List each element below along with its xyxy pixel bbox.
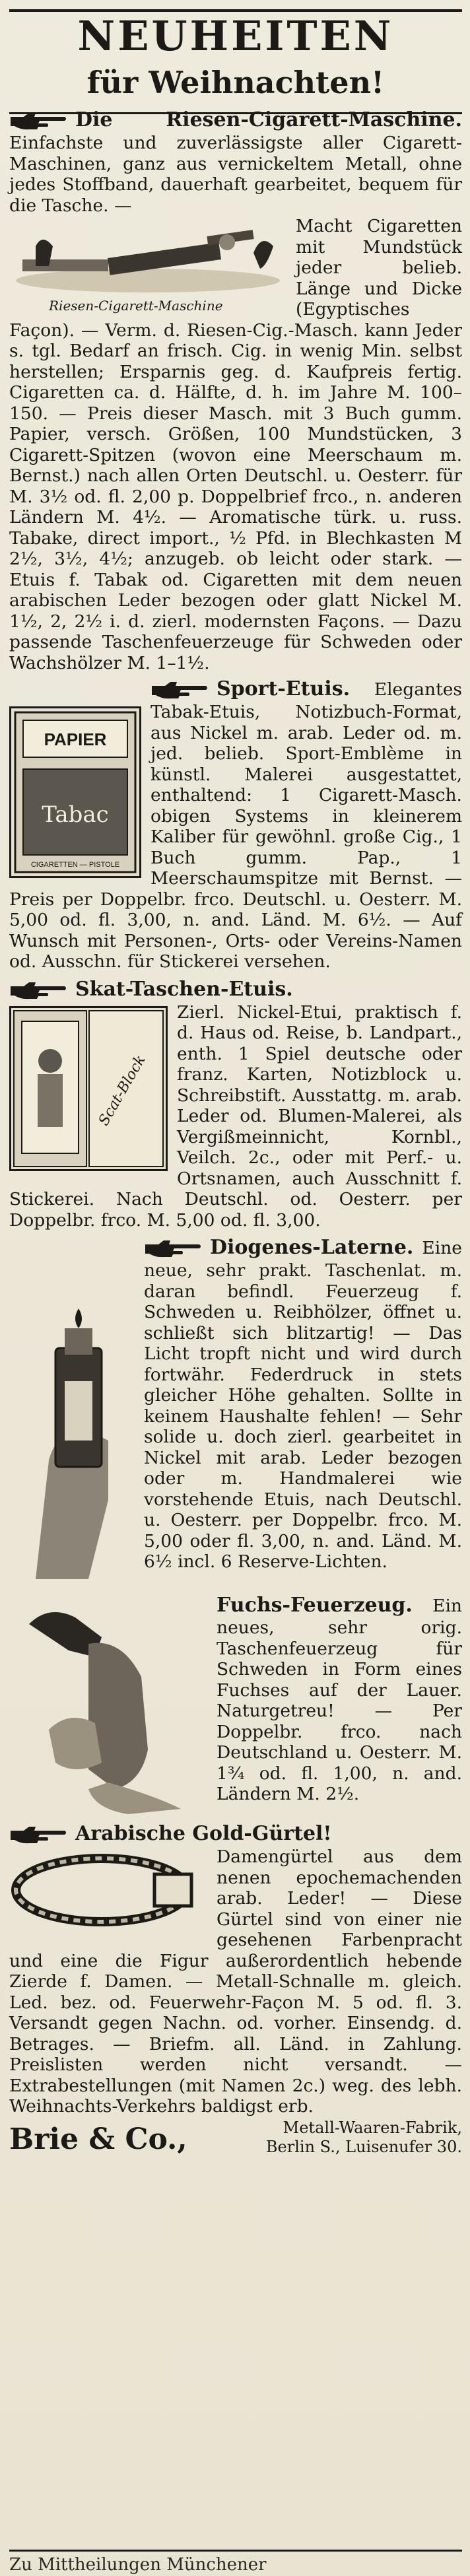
pointing-hand-icon <box>9 980 67 1002</box>
footer <box>9 2118 462 2157</box>
papier-label: PAPIER <box>44 729 107 749</box>
top-rule <box>9 9 462 12</box>
section-cigarette-machine <box>9 108 462 673</box>
section-diogenes <box>9 1236 462 1588</box>
section-guertel <box>9 1822 462 2117</box>
cigarette-machine-heading: Die Riesen-Cigarett-Maschine. <box>75 108 462 131</box>
skat-heading: Skat-Taschen-Etuis. <box>75 977 293 1001</box>
firm-address-line-2: Berlin S., Luisenufer 30. <box>265 2137 462 2156</box>
belt-illustration <box>9 1850 207 1930</box>
fuchs-text: Ein neues, sehr orig. Taschenfeuerzeug für Schweden in Form eines Fuchses auf der Lauer. Naturgetreu! — Per Doppelbr. frco. nach Deutschland u. Oesterr. M. 1¾ od. fl. 1,00, n. and. Ländern M. 2½. <box>217 1596 462 1804</box>
section-sport-etuis <box>9 677 462 972</box>
tabac-label: Tabac <box>42 801 109 828</box>
sport-etuis-heading: Sport-Etuis. <box>217 677 351 700</box>
scat-block-label: Scat-Block <box>95 1052 149 1128</box>
belt-image <box>9 1850 207 1930</box>
cigarette-machine-image <box>9 220 286 299</box>
sport-etuis-text: Elegantes Tabak-Etuis, Notizbuch-Format, aus Nickel m. arab. Leder od. m. jed. belieb. Sport-Emblème in künstl. Malerei ausgestattet, enthaltend: 1 Cigarett-Masch. obigen Systems in kleinerem Kaliber für gewöhnl. große Cig., 1 Buch gumm. Pap., 1 Meerschaumspitze mit Bernst. — Preis per Doppelbr. frco. Deutschl. u. Oesterr. M. 5,00 od. fl. 3,00, n. and. Länd. M. 6½. — Auf Wunsch mit Personen-, Orts- oder Vereins-Namen od. Ausschn. für Stickerei versehen. <box>9 679 462 972</box>
pointing-hand-icon <box>151 679 209 702</box>
tobacco-case-illustration <box>9 706 141 878</box>
skat-case-image <box>11 1008 166 1169</box>
guertel-text: Damengürtel aus dem nenen epochemachenden arab. Leder! — Diese Gürtel sind von einer nie gesehenen Farbenpracht und eine die Figur außerordentlich hebende Zierde f. Damen. — Metall-Schnalle m. gleich. Led. bez. od. Feuerwehr-Façon M. 5 od. fl. 3. Versandt gegen Nachn. od. vorher. Einsendg. d. Betrages. — Briefm. all. Länd. in Zahlung. Preislisten werden nicht versandt. — Extrabestellungen (mit Namen 2c.) weg. des lebh. Weihnachts-Verkehrs baldigst erb. <box>9 1847 462 2117</box>
cigarette-machine-text-2: Macht Cigaretten mit Mundstück jeder belieb. Länge und Dicke (Egyptisches Façon). — Verm. d. Riesen-Cig.-Masch. kann Jeder s. tgl. Bedarf an frisch. Cig. in wenig Min. selbst herstellen; Ersparnis geg. d. Kaufpreis fertig. Cigaretten ca. d. Hälfte, d. h. im Jahre M. 100–150. — Preis dieser Masch. mit 3 Buch gumm. Papier, versch. Größen, 100 Mundstücken, 3 Cigarett-Spitzen (wovon eine Meerschaum m. Bernst.) nach allen Orten Deutschl. u. Oesterr. für M. 3½ od. fl. 2,00 p. Doppelbrief frco., n. anderen Ländern M. 4½. — Aromatische türk. u. russ. Tabake, direct import., ½ Pfd. in Blechkasten M 2½, 3½, 4½; anzugeb. ob leicht oder stark. — Etuis f. Tabak od. Cigaretten mit dem neuen arabischen Leder bezogen oder glatt Nickel M. 1½, 2, 2½ i. d. zierl. modernsten Façons. — Dazu passende Taschenfeuerzeuge für Schweden oder Wachshölzer M. 1–1½. <box>9 216 462 673</box>
bottom-rule <box>9 2550 462 2552</box>
firm-address-line-1: Metall-Waaren-Fabrik, <box>283 2118 462 2137</box>
cigarette-machine-illustration <box>9 220 286 299</box>
skat-case-illustration <box>9 1006 168 1171</box>
page-subtitle: für Weihnachten! <box>86 65 385 100</box>
fox-lighter-image <box>9 1598 207 1815</box>
lantern-illustration <box>9 1302 135 1586</box>
skat-text: Zierl. Nickel-Etui, praktisch f. d. Haus od. Reise, b. Landpart., enth. 1 Spiel deutsche oder franz. Karten, Notizblock u. Schreibstift. Ausstattg. m. arab. Leder od. Blumen-Malerei, als Vergißmeinnicht, Kornbl., Veilch. 2c., oder mit Perf.- u. Ortsnamen, auch Ausschnitt f. Stickerei. Nach Deutschl. od. Oesterr. per Doppelbr. frco. M. 5,00 od. fl. 3,00. <box>9 1001 462 1231</box>
firm-name: Brie & Co., <box>9 2122 187 2156</box>
guertel-heading: Arabische Gold-Gürtel! <box>75 1822 332 1845</box>
tobacco-case-image <box>11 708 139 876</box>
diogenes-text: Eine neue, sehr prakt. Taschenlat. m. daran befindl. Feuerzeug f. Schweden u. Reibhölzer, öffnet u. schließt sich blitzartig! — Das Licht tropft nicht und wird durch fortwähr. Federdruck in stets gleicher Höhe gehalten. Sollte in keinem Haushalte fehlen! — Sehr solide u. doch zierl. gearbeitet in Nickel mit arab. Leder bezogen oder m. Handmalerei wie vorstehende Etuis, nach Deutschl. u. Oesterr. per Doppelbr. frco. M. 5,00 oder fl. 3,00, n. and. Länd. M. 6½ incl. 6 Reserve-Lichten. <box>144 1238 462 1572</box>
section-fuchs <box>9 1594 462 1818</box>
pointing-hand-icon <box>144 1238 202 1260</box>
page-title: NEUHEITEN <box>77 12 394 60</box>
pointing-hand-icon <box>9 1824 67 1847</box>
diogenes-heading: Diogenes-Laterne. <box>210 1236 414 1259</box>
cutoff-text: Zu Mittheilungen Münchener <box>9 2555 267 2575</box>
cigarette-machine-text-1: Einfachste und zuverlässigste aller Cigarett-Maschinen, ganz aus vernickeltem Metall, ohne jedes Stoffband, dauerhaft gearbeitet, bequem für die Tasche. — <box>9 133 462 216</box>
lantern-hand-image <box>9 1302 135 1586</box>
firm-address <box>266 2118 462 2157</box>
small-case-label: CIGARETTEN — PISTOLE <box>30 861 120 869</box>
fuchs-heading: Fuchs-Feuerzeug. <box>217 1594 413 1617</box>
cigarette-machine-caption: Riesen-Cigarett-Maschine <box>49 298 223 314</box>
fox-lighter-illustration <box>9 1598 207 1815</box>
section-skat-etuis <box>9 978 462 1231</box>
pointing-hand-icon <box>9 110 67 133</box>
